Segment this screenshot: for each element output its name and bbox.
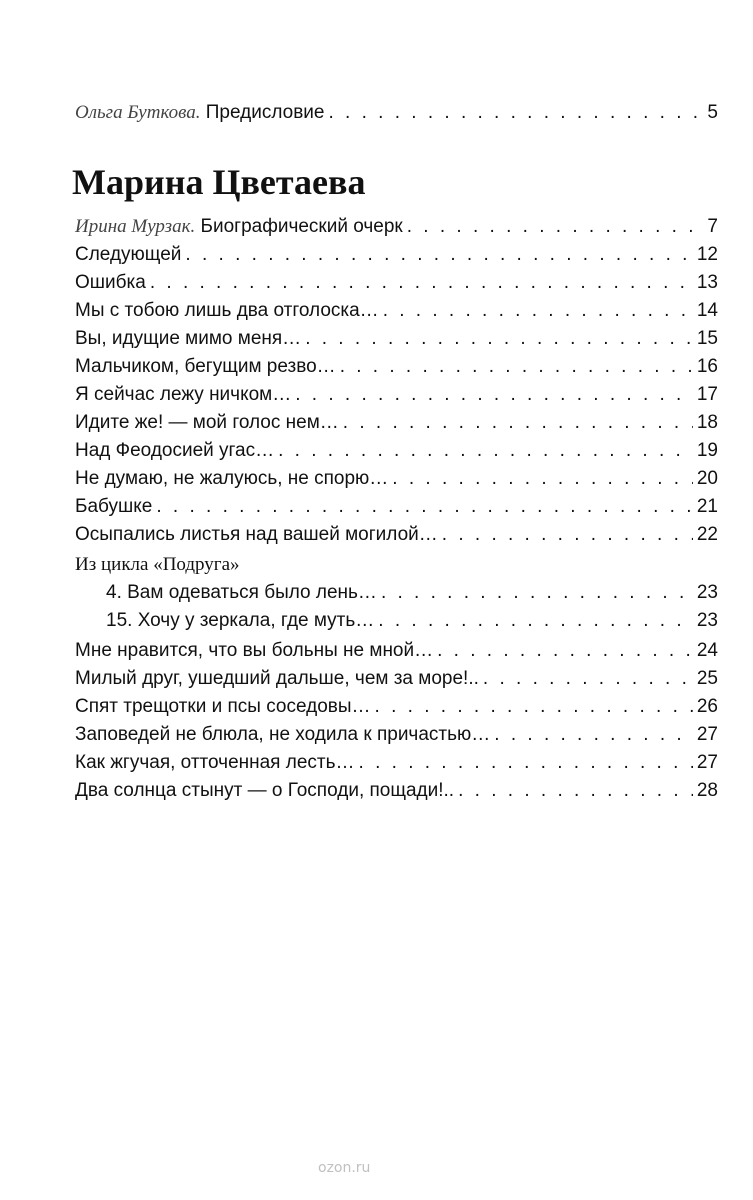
dot-leader	[295, 382, 693, 408]
dot-leader	[442, 522, 693, 548]
entry-author: Ирина Мурзак.	[75, 216, 196, 237]
dot-leader	[359, 750, 693, 776]
entry-title: Осыпались листья над вашей могилой…	[75, 524, 438, 545]
dot-leader	[407, 214, 704, 240]
entry-title: Мне нравится, что вы больны не мной…	[75, 640, 434, 661]
toc-entry	[75, 214, 718, 240]
page-number: 25	[696, 668, 718, 689]
page-number: 23	[696, 582, 718, 603]
page-number: 28	[696, 780, 718, 801]
dot-leader	[150, 270, 693, 296]
dot-leader	[343, 410, 693, 436]
toc-entry	[75, 270, 718, 296]
entry-title: Два солнца стынут — о Господи, пощади!..	[75, 780, 455, 801]
dot-leader	[381, 580, 693, 606]
page-number: 23	[696, 610, 718, 631]
toc-entry	[75, 382, 718, 408]
dot-leader	[305, 326, 693, 352]
entry-title: Мы с тобою лишь два отголоска…	[75, 300, 379, 321]
entry-title: Бабушке	[75, 496, 153, 517]
entry-title-text: Предисловие	[205, 102, 325, 123]
entry-title: 15. Хочу у зеркала, где муть…	[106, 610, 375, 631]
toc-entry	[75, 354, 718, 380]
dot-leader	[378, 608, 693, 634]
toc-entry	[75, 242, 718, 268]
toc-entry	[75, 494, 718, 520]
toc-entry	[75, 694, 718, 720]
dot-leader	[383, 298, 693, 324]
page-number: 19	[696, 440, 718, 461]
entry-title: Я сейчас лежу ничком…	[75, 384, 292, 405]
dot-leader	[156, 494, 693, 520]
dot-leader	[375, 694, 693, 720]
dot-leader	[392, 466, 693, 492]
entry-title: Не думаю, не жалуюсь, не спорю…	[75, 468, 389, 489]
entry-title	[75, 100, 324, 126]
page-number: 27	[696, 752, 718, 773]
entry-title: Спят трещотки и псы соседовы…	[75, 696, 371, 717]
entry-title: 4. Вам одеваться было лень…	[106, 582, 377, 603]
watermark: ozon.ru	[318, 1160, 371, 1176]
toc-entry-preface	[75, 100, 718, 126]
entry-title: Следующей	[75, 244, 182, 265]
page-number: 16	[696, 356, 718, 377]
page-number: 13	[696, 272, 718, 293]
page-number: 17	[696, 384, 718, 405]
toc-entry	[75, 778, 718, 804]
entry-author: Ольга Буткова.	[75, 102, 201, 123]
entry-title: Вы, идущие мимо меня…	[75, 328, 302, 349]
page-number: 26	[696, 696, 718, 717]
toc-entry	[75, 666, 718, 692]
page-number: 22	[696, 524, 718, 545]
entry-title: Милый друг, ушедший дальше, чем за море!..	[75, 668, 479, 689]
entry-title: Ошибка	[75, 272, 146, 293]
toc-entry	[75, 438, 718, 464]
page-number: 20	[696, 468, 718, 489]
entry-title: Над Феодосией угас…	[75, 440, 275, 461]
dot-leader	[185, 242, 692, 268]
page-number: 15	[696, 328, 718, 349]
entry-title-text: Биографический очерк	[200, 216, 403, 237]
dot-leader	[437, 638, 693, 664]
entry-title: Как жгучая, отточенная лесть…	[75, 752, 355, 773]
toc-entry	[75, 722, 718, 748]
entry-title: Идите же! — мой голос нем…	[75, 412, 339, 433]
dot-leader	[483, 666, 693, 692]
toc-entry	[75, 298, 718, 324]
page-number: 27	[696, 724, 718, 745]
entry-title: Заповедей не блюла, не ходила к причастью…	[75, 724, 491, 745]
toc-entry	[75, 410, 718, 436]
dot-leader	[340, 354, 693, 380]
page-number: 7	[707, 216, 718, 237]
toc-entry-sub	[106, 580, 718, 606]
toc-entry-sub	[106, 608, 718, 634]
entry-title: Мальчиком, бегущим резво…	[75, 356, 336, 377]
section-heading: Марина Цветаева	[72, 162, 366, 202]
dot-leader	[494, 722, 693, 748]
dot-leader	[328, 100, 703, 126]
toc-entry	[75, 638, 718, 664]
page-number: 12	[696, 244, 718, 265]
dot-leader	[458, 778, 693, 804]
dot-leader	[278, 438, 693, 464]
page-number: 21	[696, 496, 718, 517]
entry-title	[75, 214, 403, 240]
page-number: 14	[696, 300, 718, 321]
page-number: 24	[696, 640, 718, 661]
page-number: 18	[696, 412, 718, 433]
toc-entry	[75, 750, 718, 776]
toc-entry	[75, 522, 718, 548]
cycle-label: Из цикла «Подруга»	[75, 554, 240, 575]
toc-entry	[75, 326, 718, 352]
page-number: 5	[707, 102, 718, 123]
toc-entry	[75, 466, 718, 492]
